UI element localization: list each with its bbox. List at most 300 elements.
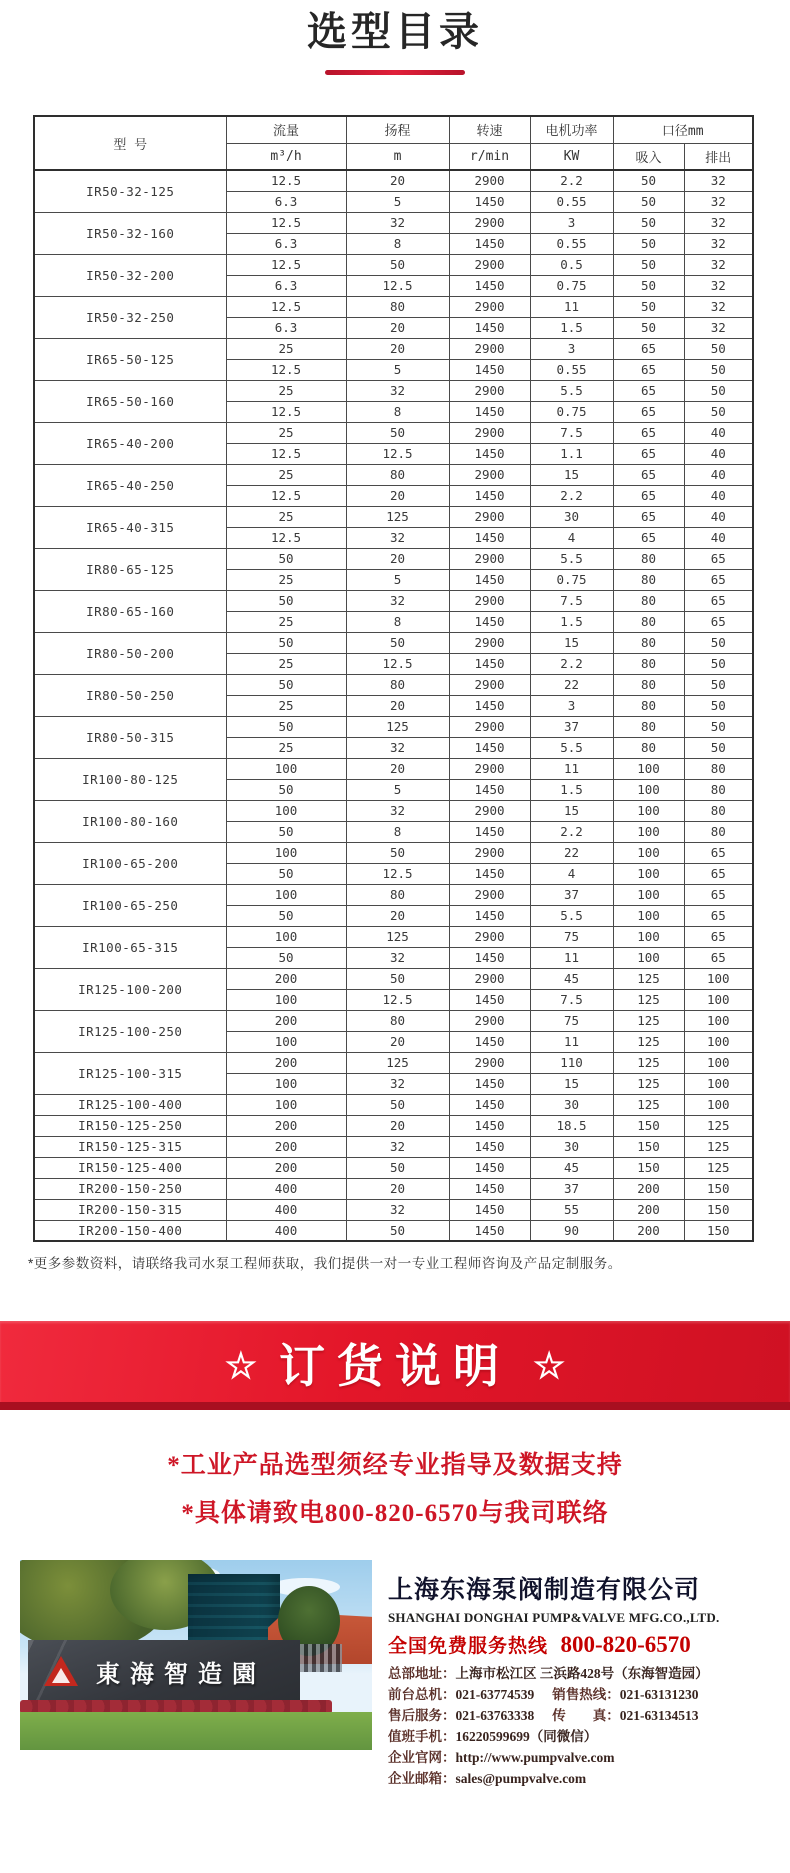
value-cell: 1450 bbox=[449, 401, 530, 422]
value-cell: 32 bbox=[684, 254, 753, 275]
value-cell: 80 bbox=[613, 548, 684, 569]
model-cell: IR80-50-315 bbox=[34, 716, 226, 758]
value-cell: 50 bbox=[346, 968, 449, 989]
value-cell: 25 bbox=[226, 653, 346, 674]
value-cell: 5.5 bbox=[530, 737, 613, 758]
value-cell: 100 bbox=[684, 1073, 753, 1094]
col-unit-speed: r/min bbox=[449, 143, 530, 170]
value-cell: 100 bbox=[613, 926, 684, 947]
value-cell: 50 bbox=[613, 212, 684, 233]
value-cell: 12.5 bbox=[226, 527, 346, 548]
value-cell: 22 bbox=[530, 674, 613, 695]
value-cell: 40 bbox=[684, 422, 753, 443]
star-icon: ☆ bbox=[533, 1344, 566, 1386]
value-cell: 5.5 bbox=[530, 548, 613, 569]
value-cell: 25 bbox=[226, 695, 346, 716]
value-cell: 100 bbox=[226, 842, 346, 863]
value-cell: 1450 bbox=[449, 821, 530, 842]
value-cell: 32 bbox=[346, 737, 449, 758]
value-cell: 125 bbox=[613, 1010, 684, 1031]
value-cell: 32 bbox=[684, 170, 753, 191]
value-cell: 65 bbox=[684, 548, 753, 569]
value-cell: 65 bbox=[613, 359, 684, 380]
value-cell: 40 bbox=[684, 443, 753, 464]
value-cell: 65 bbox=[613, 380, 684, 401]
value-cell: 65 bbox=[684, 842, 753, 863]
table-row bbox=[34, 1157, 753, 1178]
model-cell: IR65-40-250 bbox=[34, 464, 226, 506]
value-cell: 50 bbox=[346, 1220, 449, 1241]
value-cell: 125 bbox=[684, 1157, 753, 1178]
value-cell: 65 bbox=[684, 884, 753, 905]
value-cell: 3 bbox=[530, 695, 613, 716]
company-info bbox=[388, 1560, 784, 1789]
value-cell: 125 bbox=[613, 1031, 684, 1052]
value-cell: 200 bbox=[613, 1178, 684, 1199]
contact-value: 16220599699（同微信） bbox=[455, 1729, 598, 1744]
model-cell: IR50-32-250 bbox=[34, 296, 226, 338]
value-cell: 100 bbox=[684, 1010, 753, 1031]
table-row bbox=[34, 590, 753, 611]
value-cell: 25 bbox=[226, 611, 346, 632]
notice-section bbox=[0, 1448, 790, 1532]
model-cell: IR125-100-200 bbox=[34, 968, 226, 1010]
value-cell: 1450 bbox=[449, 1031, 530, 1052]
value-cell: 20 bbox=[346, 485, 449, 506]
value-cell: 2.2 bbox=[530, 485, 613, 506]
value-cell: 65 bbox=[684, 611, 753, 632]
model-cell: IR50-32-200 bbox=[34, 254, 226, 296]
value-cell: 200 bbox=[226, 968, 346, 989]
model-cell: IR50-32-160 bbox=[34, 212, 226, 254]
contact-label: 值班手机： bbox=[388, 1729, 456, 1744]
model-cell: IR50-32-125 bbox=[34, 170, 226, 212]
value-cell: 80 bbox=[346, 674, 449, 695]
value-cell: 2900 bbox=[449, 590, 530, 611]
value-cell: 25 bbox=[226, 338, 346, 359]
value-cell: 50 bbox=[346, 632, 449, 653]
value-cell: 40 bbox=[684, 485, 753, 506]
value-cell: 2900 bbox=[449, 842, 530, 863]
value-cell: 32 bbox=[346, 212, 449, 233]
value-cell: 200 bbox=[226, 1052, 346, 1073]
value-cell: 80 bbox=[684, 821, 753, 842]
value-cell: 65 bbox=[613, 443, 684, 464]
value-cell: 4 bbox=[530, 863, 613, 884]
value-cell: 40 bbox=[684, 464, 753, 485]
table-row bbox=[34, 548, 753, 569]
contact-label: 企业官网： bbox=[388, 1750, 456, 1765]
value-cell: 50 bbox=[226, 674, 346, 695]
value-cell: 50 bbox=[226, 632, 346, 653]
value-cell: 25 bbox=[226, 737, 346, 758]
value-cell: 2900 bbox=[449, 926, 530, 947]
contact-list bbox=[388, 1663, 784, 1789]
value-cell: 65 bbox=[684, 905, 753, 926]
model-cell: IR65-40-315 bbox=[34, 506, 226, 548]
value-cell: 100 bbox=[613, 800, 684, 821]
table-row bbox=[34, 758, 753, 779]
value-cell: 2900 bbox=[449, 548, 530, 569]
value-cell: 45 bbox=[530, 968, 613, 989]
table-row bbox=[34, 422, 753, 443]
value-cell: 2900 bbox=[449, 716, 530, 737]
value-cell: 1.5 bbox=[530, 317, 613, 338]
value-cell: 50 bbox=[226, 716, 346, 737]
title-underline bbox=[325, 70, 465, 75]
value-cell: 1450 bbox=[449, 1094, 530, 1115]
value-cell: 100 bbox=[684, 989, 753, 1010]
value-cell: 0.75 bbox=[530, 569, 613, 590]
value-cell: 50 bbox=[226, 947, 346, 968]
value-cell: 50 bbox=[684, 401, 753, 422]
value-cell: 100 bbox=[684, 1052, 753, 1073]
value-cell: 100 bbox=[226, 926, 346, 947]
model-cell: IR100-65-315 bbox=[34, 926, 226, 968]
table-row bbox=[34, 1052, 753, 1073]
value-cell: 20 bbox=[346, 905, 449, 926]
table-row bbox=[34, 1178, 753, 1199]
value-cell: 15 bbox=[530, 632, 613, 653]
value-cell: 125 bbox=[346, 926, 449, 947]
contact-line bbox=[388, 1705, 784, 1726]
value-cell: 1450 bbox=[449, 1073, 530, 1094]
value-cell: 2900 bbox=[449, 800, 530, 821]
value-cell: 20 bbox=[346, 548, 449, 569]
contact-label: 前台总机： bbox=[388, 1687, 456, 1702]
value-cell: 7.5 bbox=[530, 989, 613, 1010]
value-cell: 8 bbox=[346, 821, 449, 842]
value-cell: 50 bbox=[684, 632, 753, 653]
col-header-outlet: 排出 bbox=[684, 143, 753, 170]
value-cell: 100 bbox=[226, 1094, 346, 1115]
value-cell: 1450 bbox=[449, 1199, 530, 1220]
value-cell: 30 bbox=[530, 1094, 613, 1115]
contact-line bbox=[388, 1663, 784, 1684]
value-cell: 2900 bbox=[449, 674, 530, 695]
table-row bbox=[34, 674, 753, 695]
value-cell: 12.5 bbox=[226, 359, 346, 380]
table-row bbox=[34, 968, 753, 989]
value-cell: 50 bbox=[613, 191, 684, 212]
value-cell: 50 bbox=[684, 359, 753, 380]
model-cell: IR125-100-250 bbox=[34, 1010, 226, 1052]
value-cell: 100 bbox=[613, 842, 684, 863]
value-cell: 100 bbox=[684, 1031, 753, 1052]
value-cell: 12.5 bbox=[346, 653, 449, 674]
table-row bbox=[34, 212, 753, 233]
value-cell: 32 bbox=[346, 1136, 449, 1157]
contact-line bbox=[388, 1747, 784, 1768]
table-row bbox=[34, 506, 753, 527]
value-cell: 80 bbox=[684, 800, 753, 821]
value-cell: 80 bbox=[613, 590, 684, 611]
value-cell: 20 bbox=[346, 317, 449, 338]
value-cell: 50 bbox=[226, 863, 346, 884]
table-row bbox=[34, 926, 753, 947]
company-name-en: SHANGHAI DONGHAI PUMP&VALVE MFG.CO.,LTD. bbox=[388, 1610, 720, 1625]
value-cell: 150 bbox=[684, 1199, 753, 1220]
value-cell: 6.3 bbox=[226, 191, 346, 212]
notice-line: *工业产品选型须经专业指导及数据支持 bbox=[167, 1452, 623, 1479]
value-cell: 1450 bbox=[449, 695, 530, 716]
value-cell: 8 bbox=[346, 611, 449, 632]
model-cell: IR65-50-125 bbox=[34, 338, 226, 380]
value-cell: 150 bbox=[684, 1178, 753, 1199]
value-cell: 8 bbox=[346, 401, 449, 422]
table-row bbox=[34, 1220, 753, 1241]
hotline-number: 800-820-6570 bbox=[560, 1632, 691, 1657]
value-cell: 125 bbox=[346, 506, 449, 527]
value-cell: 400 bbox=[226, 1199, 346, 1220]
value-cell: 50 bbox=[226, 548, 346, 569]
value-cell: 30 bbox=[530, 1136, 613, 1157]
hotline-label: 全国免费服务热线 bbox=[388, 1636, 549, 1657]
table-row bbox=[34, 1199, 753, 1220]
value-cell: 12.5 bbox=[346, 443, 449, 464]
value-cell: 100 bbox=[226, 884, 346, 905]
value-cell: 150 bbox=[684, 1220, 753, 1241]
sign-text: 東海智造園 bbox=[96, 1660, 266, 1688]
value-cell: 100 bbox=[613, 884, 684, 905]
value-cell: 1450 bbox=[449, 779, 530, 800]
model-cell: IR200-150-400 bbox=[34, 1220, 226, 1241]
value-cell: 4 bbox=[530, 527, 613, 548]
value-cell: 1450 bbox=[449, 989, 530, 1010]
value-cell: 5 bbox=[346, 779, 449, 800]
value-cell: 50 bbox=[346, 422, 449, 443]
value-cell: 80 bbox=[613, 695, 684, 716]
model-cell: IR100-80-160 bbox=[34, 800, 226, 842]
value-cell: 100 bbox=[226, 758, 346, 779]
value-cell: 8 bbox=[346, 233, 449, 254]
value-cell: 18.5 bbox=[530, 1115, 613, 1136]
value-cell: 12.5 bbox=[226, 401, 346, 422]
value-cell: 0.75 bbox=[530, 401, 613, 422]
value-cell: 65 bbox=[613, 464, 684, 485]
table-row bbox=[34, 296, 753, 317]
value-cell: 12.5 bbox=[226, 170, 346, 191]
value-cell: 1450 bbox=[449, 863, 530, 884]
contact-label: 传 真： bbox=[552, 1708, 620, 1723]
table-row bbox=[34, 1010, 753, 1031]
contact-value: 上海市松江区 三浜路428号（东海智造园） bbox=[455, 1666, 709, 1681]
value-cell: 80 bbox=[613, 653, 684, 674]
value-cell: 100 bbox=[613, 863, 684, 884]
value-cell: 1450 bbox=[449, 905, 530, 926]
value-cell: 2900 bbox=[449, 632, 530, 653]
model-cell: IR150-125-315 bbox=[34, 1136, 226, 1157]
value-cell: 22 bbox=[530, 842, 613, 863]
value-cell: 12.5 bbox=[346, 863, 449, 884]
table-row bbox=[34, 338, 753, 359]
value-cell: 37 bbox=[530, 1178, 613, 1199]
value-cell: 50 bbox=[684, 338, 753, 359]
value-cell: 40 bbox=[684, 506, 753, 527]
value-cell: 20 bbox=[346, 1115, 449, 1136]
col-header-speed: 转速 bbox=[449, 116, 530, 143]
donghai-logo bbox=[44, 1656, 78, 1686]
value-cell: 15 bbox=[530, 800, 613, 821]
value-cell: 1450 bbox=[449, 947, 530, 968]
value-cell: 1450 bbox=[449, 653, 530, 674]
title-section bbox=[0, 0, 790, 75]
value-cell: 25 bbox=[226, 464, 346, 485]
value-cell: 150 bbox=[613, 1136, 684, 1157]
value-cell: 37 bbox=[530, 716, 613, 737]
value-cell: 2900 bbox=[449, 464, 530, 485]
value-cell: 5 bbox=[346, 569, 449, 590]
value-cell: 12.5 bbox=[226, 296, 346, 317]
value-cell: 50 bbox=[613, 170, 684, 191]
contact-line bbox=[388, 1684, 784, 1705]
value-cell: 32 bbox=[684, 317, 753, 338]
value-cell: 11 bbox=[530, 947, 613, 968]
star-icon: ☆ bbox=[224, 1344, 257, 1386]
col-header-flow: 流量 bbox=[226, 116, 346, 143]
value-cell: 1.5 bbox=[530, 779, 613, 800]
ordering-banner-title: 订货说明 bbox=[279, 1339, 511, 1392]
value-cell: 1450 bbox=[449, 443, 530, 464]
value-cell: 1450 bbox=[449, 1157, 530, 1178]
sign-wall bbox=[28, 1640, 300, 1702]
value-cell: 32 bbox=[684, 296, 753, 317]
model-cell: IR125-100-315 bbox=[34, 1052, 226, 1094]
value-cell: 200 bbox=[226, 1010, 346, 1031]
value-cell: 5.5 bbox=[530, 380, 613, 401]
value-cell: 50 bbox=[684, 674, 753, 695]
value-cell: 32 bbox=[684, 212, 753, 233]
value-cell: 1450 bbox=[449, 1178, 530, 1199]
value-cell: 65 bbox=[613, 506, 684, 527]
col-header-head: 扬程 bbox=[346, 116, 449, 143]
contact-value: http://www.pumpvalve.com bbox=[455, 1750, 615, 1765]
model-cell: IR150-125-250 bbox=[34, 1115, 226, 1136]
contact-label: 总部地址： bbox=[388, 1666, 456, 1681]
value-cell: 50 bbox=[684, 380, 753, 401]
value-cell: 100 bbox=[613, 905, 684, 926]
value-cell: 75 bbox=[530, 926, 613, 947]
value-cell: 125 bbox=[613, 1073, 684, 1094]
value-cell: 32 bbox=[684, 275, 753, 296]
value-cell: 100 bbox=[613, 779, 684, 800]
value-cell: 50 bbox=[613, 296, 684, 317]
value-cell: 2900 bbox=[449, 1010, 530, 1031]
value-cell: 32 bbox=[346, 527, 449, 548]
value-cell: 125 bbox=[613, 1052, 684, 1073]
value-cell: 80 bbox=[684, 779, 753, 800]
lawn-shape bbox=[20, 1712, 372, 1750]
value-cell: 125 bbox=[613, 1094, 684, 1115]
model-cell: IR100-80-125 bbox=[34, 758, 226, 800]
value-cell: 55 bbox=[530, 1199, 613, 1220]
table-row bbox=[34, 632, 753, 653]
value-cell: 125 bbox=[684, 1136, 753, 1157]
value-cell: 11 bbox=[530, 1031, 613, 1052]
value-cell: 100 bbox=[226, 1073, 346, 1094]
value-cell: 65 bbox=[613, 401, 684, 422]
value-cell: 2900 bbox=[449, 422, 530, 443]
contact-value: 021-63774539 bbox=[455, 1687, 535, 1702]
value-cell: 0.55 bbox=[530, 359, 613, 380]
value-cell: 80 bbox=[684, 758, 753, 779]
table-row bbox=[34, 170, 753, 191]
value-cell: 0.75 bbox=[530, 275, 613, 296]
model-cell: IR125-100-400 bbox=[34, 1094, 226, 1115]
value-cell: 7.5 bbox=[530, 422, 613, 443]
value-cell: 65 bbox=[613, 527, 684, 548]
table-row bbox=[34, 1115, 753, 1136]
value-cell: 50 bbox=[684, 653, 753, 674]
value-cell: 50 bbox=[346, 1157, 449, 1178]
value-cell: 50 bbox=[226, 821, 346, 842]
value-cell: 2900 bbox=[449, 212, 530, 233]
value-cell: 25 bbox=[226, 569, 346, 590]
value-cell: 125 bbox=[346, 716, 449, 737]
value-cell: 25 bbox=[226, 380, 346, 401]
value-cell: 200 bbox=[613, 1220, 684, 1241]
value-cell: 80 bbox=[613, 674, 684, 695]
value-cell: 100 bbox=[226, 989, 346, 1010]
table-row bbox=[34, 842, 753, 863]
table-row bbox=[34, 254, 753, 275]
value-cell: 80 bbox=[346, 1010, 449, 1031]
value-cell: 100 bbox=[226, 800, 346, 821]
value-cell: 50 bbox=[226, 590, 346, 611]
contact-line bbox=[388, 1726, 784, 1747]
table-row bbox=[34, 380, 753, 401]
company-section bbox=[20, 1560, 790, 1789]
model-cell: IR150-125-400 bbox=[34, 1157, 226, 1178]
notice-line: *具体请致电800-820-6570与我司联络 bbox=[181, 1500, 609, 1527]
value-cell: 2900 bbox=[449, 968, 530, 989]
company-name-cn: 上海东海泵阀制造有限公司 bbox=[388, 1576, 701, 1604]
value-cell: 1450 bbox=[449, 275, 530, 296]
value-cell: 11 bbox=[530, 296, 613, 317]
value-cell: 50 bbox=[226, 779, 346, 800]
model-cell: IR80-50-200 bbox=[34, 632, 226, 674]
contact-label: 企业邮箱： bbox=[388, 1771, 456, 1786]
value-cell: 1450 bbox=[449, 233, 530, 254]
value-cell: 12.5 bbox=[346, 989, 449, 1010]
contact-value: 021-63134513 bbox=[619, 1708, 699, 1723]
value-cell: 90 bbox=[530, 1220, 613, 1241]
value-cell: 32 bbox=[346, 947, 449, 968]
value-cell: 6.3 bbox=[226, 233, 346, 254]
value-cell: 2900 bbox=[449, 884, 530, 905]
value-cell: 20 bbox=[346, 338, 449, 359]
value-cell: 100 bbox=[684, 1094, 753, 1115]
model-cell: IR80-65-160 bbox=[34, 590, 226, 632]
model-cell: IR200-150-250 bbox=[34, 1178, 226, 1199]
value-cell: 12.5 bbox=[226, 485, 346, 506]
value-cell: 32 bbox=[684, 233, 753, 254]
value-cell: 40 bbox=[684, 527, 753, 548]
value-cell: 1450 bbox=[449, 569, 530, 590]
value-cell: 125 bbox=[613, 989, 684, 1010]
value-cell: 5 bbox=[346, 191, 449, 212]
contact-label: 销售热线： bbox=[552, 1687, 620, 1702]
value-cell: 50 bbox=[613, 254, 684, 275]
value-cell: 0.55 bbox=[530, 233, 613, 254]
model-cell: IR100-65-250 bbox=[34, 884, 226, 926]
value-cell: 12.5 bbox=[226, 212, 346, 233]
value-cell: 25 bbox=[226, 422, 346, 443]
value-cell: 0.5 bbox=[530, 254, 613, 275]
col-header-diameter: 口径mm bbox=[613, 116, 753, 143]
value-cell: 50 bbox=[613, 275, 684, 296]
value-cell: 125 bbox=[684, 1115, 753, 1136]
